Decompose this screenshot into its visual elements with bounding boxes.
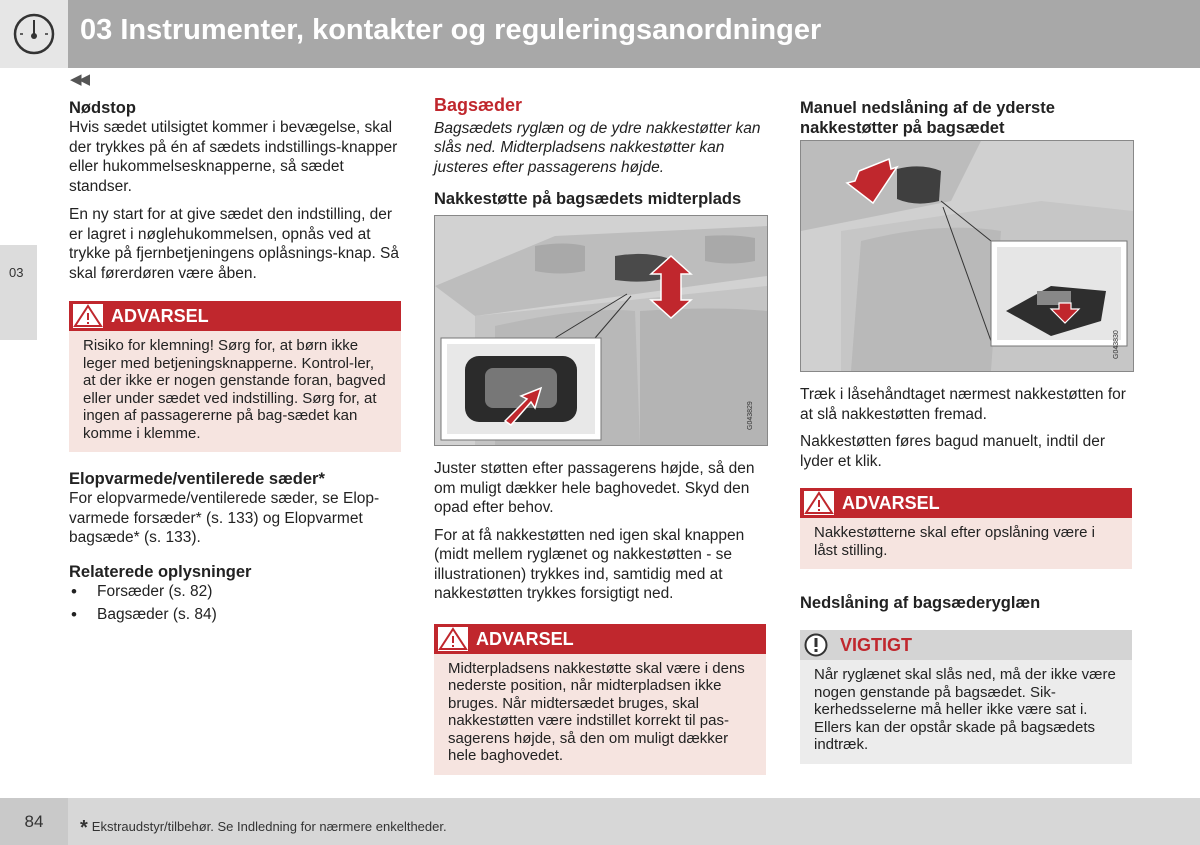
chapter-header [0,0,1200,68]
column-2-body [434,459,766,775]
push-back-text: Nakkestøtten føres bagud manuelt, indtil der lyder et klik. [800,433,1105,470]
back-nav-icon[interactable]: ◀◀ [70,71,88,88]
fold-backrest-heading: Nedslåning af bagsæderyglæn [800,594,1041,612]
lower-text: For at få nakkestøtten ned igen skal knappen (midt mellem ryglænet og nakkestøtten - se illustrationen) trykkes ind, samtidig med at nakkestøtten trykkes forsigtigt ned. [434,526,745,602]
warning-label: ADVARSEL [842,493,940,513]
heating-text: For elopvarmede/ventilerede sæder, se Elop-varmede forsæder* (s. 133) og Elopvarmet bagsæde* (s. 133). [69,490,380,546]
nodstop-text: Hvis sædet utilsigtet kommer i bevægelse, skal der trykkes på én af sædets indstillings-knapper eller hukommelsesknapperne, så sædet standser. [69,119,398,195]
warning-label: ADVARSEL [476,628,574,649]
important-header [800,630,1132,660]
column-3-body [800,385,1132,764]
column-1 [69,98,401,625]
warning-box [800,488,1132,569]
warning-box [434,624,766,775]
page-footer [0,798,1200,845]
related-heading: Relaterede oplysninger [69,562,252,581]
warning-header [69,301,401,331]
warning-header [434,624,766,654]
heating-heading: Elopvarmede/ventilerede sæder* [69,470,325,488]
adjust-text: Juster støtten efter passagerens højde, så den om muligt dækker hele baghovedet. Skyd den opad efter behov. [434,460,755,516]
section-intro: Bagsædets ryglæn og de ydre nakkestøtter kan slås ned. Midterpladsens nakkestøtter kan justeres efter passagerens højde. [434,119,761,176]
outer-headrest-illustration [800,140,1134,372]
related-link[interactable]: • Bagsæder (s. 84) [69,605,401,625]
page-number: 84 [0,798,68,845]
warning-text: Nakkestøtterne skal efter opslåning være i låst stilling. [814,524,1095,559]
important-text: Når ryglænet skal slås ned, må der ikke være nogen genstande på bagsædet. Sik-kerhedsselerne må heller ikke være sat i. Ellers kan der opstår skade på bagsædets indtræk. [800,660,1132,764]
chapter-icon-box [0,0,68,68]
footnote [80,814,447,837]
middle-headrest-illustration [434,215,768,446]
footnote-text: Ekstraudstyr/tilbehør. Se Indledning for nærmere enkeltheder. [91,819,447,834]
warning-box [69,301,401,452]
column-3 [800,98,1132,138]
nodstop-heading: Nødstop [69,99,136,117]
chapter-side-tab[interactable] [0,245,37,340]
warning-text: Midterpladsens nakkestøtte skal være i dens nederste position, når midterpladsen ikke bruges. Når midtersædet bruges, skal nakkestøtten være indstillet korrekt til pas-sagerens højde, så den om muligt dækker hele baghovedet. [448,659,745,764]
figure-code: G043829 [747,401,754,430]
warning-triangle-icon [438,627,468,651]
side-tab-label: 03 [9,265,24,280]
speedometer-icon [0,0,68,68]
column-2 [434,96,766,209]
pull-handle-text: Træk i låsehåndtaget nærmest nakkestøtten for at slå nakkestøtten fremad. [800,386,1126,423]
exclamation-icon [804,633,828,657]
important-label: VIGTIGT [840,635,912,655]
warning-label: ADVARSEL [111,306,209,326]
warning-text: Risiko for klemning! Sørg for, at børn ikke leger med betjeningsknapperne. Kontrol-ler, at der ikke er nogen genstande foran, bagved eller under sædet ved indstilling. Sørg for, at ingen af passagererne på bag-sædet kan komme i klemme. [83,337,386,442]
figure-code: G043830 [1113,330,1120,359]
outer-headrest-heading: Manuel nedslåning af de yderste nakkestøtter på bagsædet [800,99,1055,137]
important-box [800,630,1132,764]
section-heading: Bagsæder [434,95,523,115]
warning-header [800,488,1132,518]
restart-text: En ny start for at give sædet den indstilling, der er lagret i nøglehukommelsen, opnås ved at trykke på fjernbetjeningens oplåsnings-knap. Så skal førerdøren være åben. [69,206,400,282]
footnote-star: * [80,817,88,839]
chapter-title: 03 Instrumenter, kontakter og reguleringsanordninger [80,14,822,46]
warning-triangle-icon [804,491,834,515]
related-link[interactable]: • Forsæder (s. 82) [69,582,401,602]
warning-triangle-icon [73,304,103,328]
middle-headrest-heading: Nakkestøtte på bagsædets midterplads [434,190,742,208]
